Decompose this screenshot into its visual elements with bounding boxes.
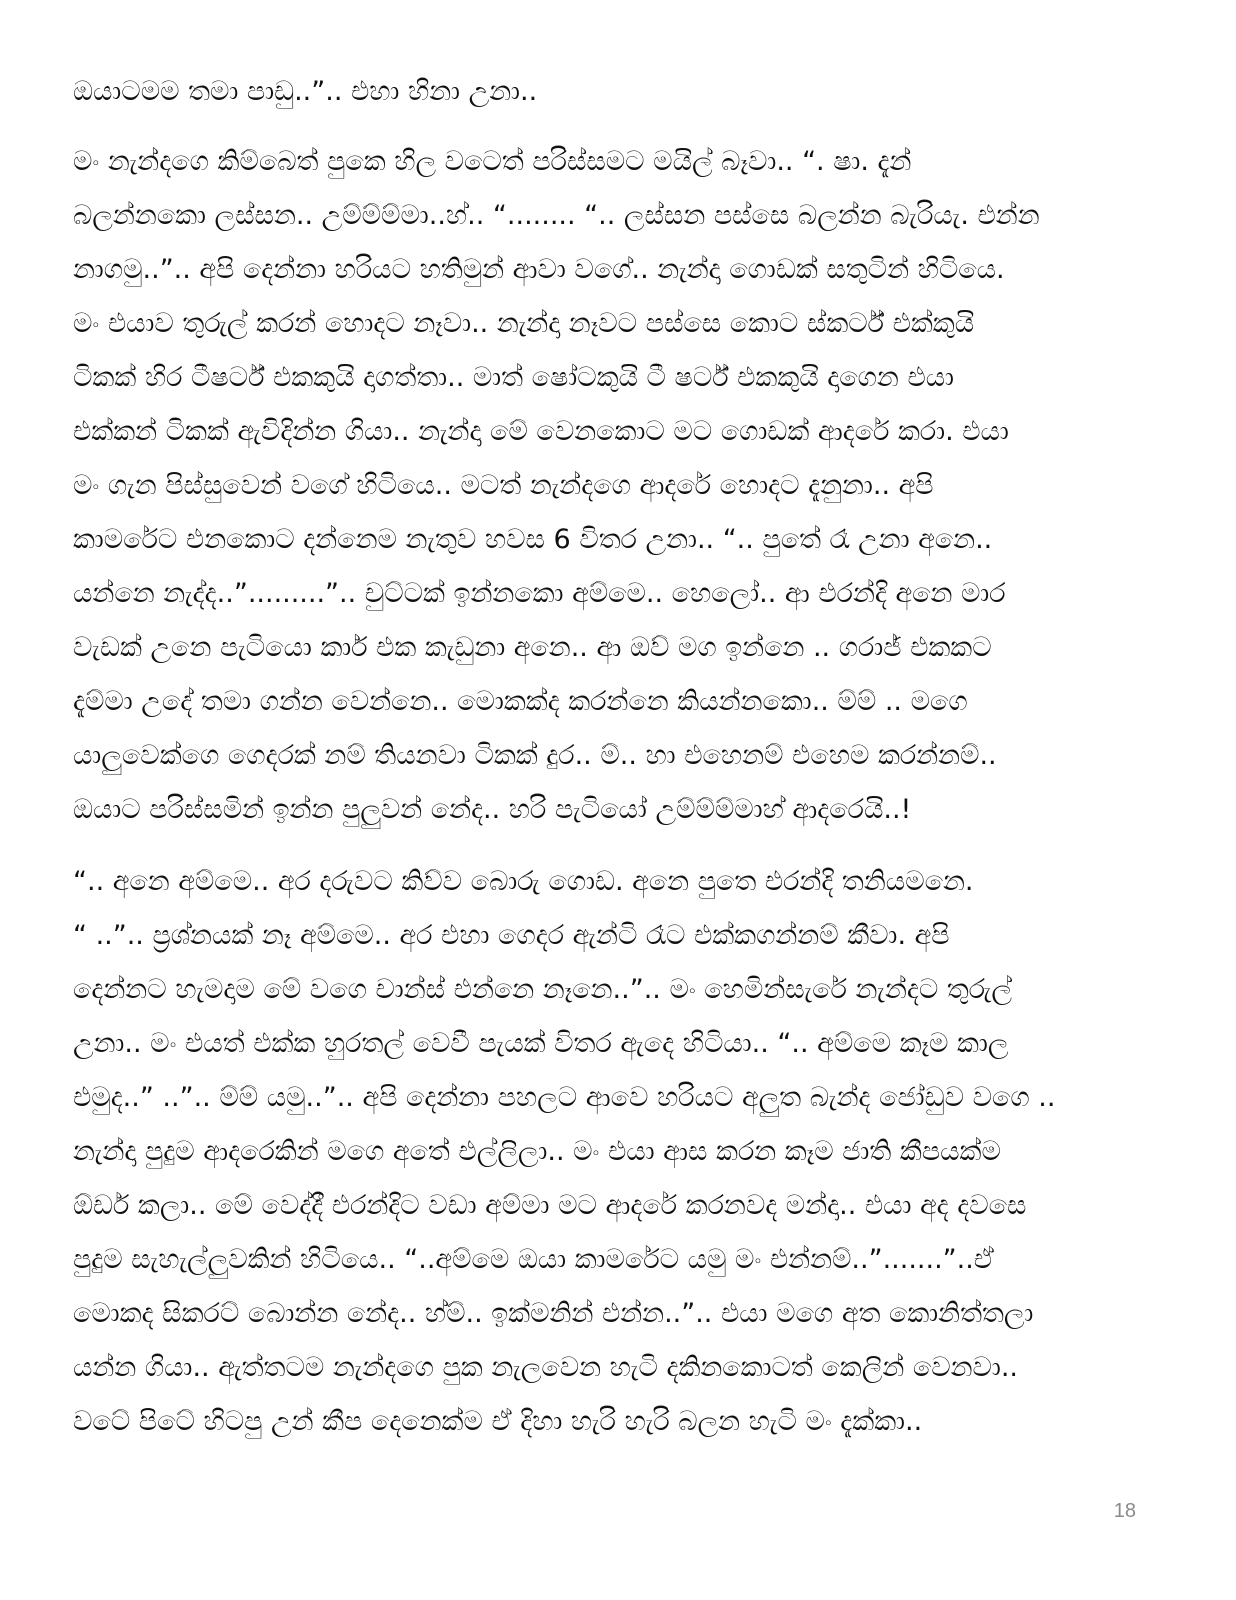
text-line: එක්කන් ටිකක් ඇවිදින්න ගියා.. නැන්දා මේ වෙනකොට මට ගොඩක් ආදරේ කරා. එයා bbox=[73, 416, 1009, 447]
text-line: “.. අනෙ අම්මෙ.. අර දරුවට කිව්ව බොරු ගොඩ. අනෙ පුතෙ එරන්දි තනියමනෙ. bbox=[73, 866, 974, 897]
text-line: යන්නෙ නැද්ද..”.........”.. චුට්ටක් ඉන්නකො අම්මෙ.. හෙලෝ.. ආ එරන්දි අනෙ මාර bbox=[73, 578, 1006, 609]
text-line: නාගමු..”.. අපි දෙන්නා හරියට හතිමුන් ආවා වගේ.. නැන්දා ගොඩක් සතුටින් හිටියෙ. bbox=[73, 254, 1005, 285]
paragraph-3 bbox=[73, 855, 1148, 1449]
text-line: දෙන්නට හැමදාම මේ වගෙ චාන්ස් එන්නෙ නෑනෙ..”.. මං හෙමින්සැරේ නැන්දට තුරුල් bbox=[73, 974, 1012, 1005]
page-number: 18 bbox=[1113, 1500, 1136, 1522]
text-line: “ ..”.. ප්‍රශ්නයක් නෑ අම්මෙ.. අර එහා ගෙදර ඇන්ටි රෑට එක්කගන්නම් කීවා. අපි bbox=[73, 920, 950, 951]
text-line: වටේ පිටේ හිටපු උන් කීප දෙනෙක්ම ඒ දිහා හැරි හැරි බලන හැටි මං දැක්කා.. bbox=[73, 1406, 923, 1437]
text-line: කාමරේට එනකොට දන්නෙම නැතුව හවස 6 විතර උනා.. “.. පුතේ රෑ උනා අනෙ.. bbox=[73, 524, 993, 555]
text-line: යාලුවෙක්ගෙ ගෙදරක් නම් තියනවා ටිකක් දුර.. ම්.. හා එහෙනම් එහෙම කරන්නම්.. bbox=[73, 740, 997, 771]
paragraph-1 bbox=[73, 65, 1148, 119]
text-line: යන්න ගියා.. ඇත්තටම නැන්දගෙ පුක නැලවෙන හැටි දකිනකොටත් කෙලින් වෙනවා.. bbox=[73, 1352, 1019, 1383]
text-line: මං නැන්දගෙ කිම්බෙත් පුකෙ හිල වටෙත් පරිස්සමට මයිල් බෑවා.. “. ෂා. දැන් bbox=[73, 146, 912, 177]
text-line: මං ගැන පිස්සුවෙන් වගේ හිටියෙ.. මටත් නැන්දගෙ ආදරේ හොදට දැනුනා.. අපි bbox=[73, 470, 934, 501]
text-line: පුදුම සැහැල්ලුවකින් හිටියෙ.. “..අම්මෙ ඔයා කාමරේට යමු මං එන්නම්..”.......”..ඒ bbox=[73, 1244, 994, 1275]
text-line: උනා.. මං එයත් එක්ක හුරතල් වෙවී පැයක් විතර ඇදෙ හිටියා.. “.. අම්මෙ කෑම කාල bbox=[73, 1028, 1009, 1059]
text-line: වැඩක් උනෙ පැටියො කාර් එක කැඩුනා අනෙ.. ආ ඔව් මග ඉන්නෙ .. ගරාජ් එකකට bbox=[73, 632, 992, 663]
text-line: ඔයාටමම තමා පාඩු..”.. එහා හිනා උනා.. bbox=[73, 76, 538, 107]
text-line: ඔයාට පරිස්සමින් ඉන්න පුලුවන් නේද.. හරි පැටියෝ උම්ම්ම්මාහ් ආදරෙයි..! bbox=[73, 794, 912, 825]
text-line: ඕඩර් කලා.. මේ වෙද්දී එරන්දිට වඩා අම්මා මට ආදරේ කරනවද මන්දා.. එයා අද දවසෙ bbox=[73, 1190, 1027, 1221]
text-line: දැම්මා උදේ තමා ගන්න වෙන්නෙ.. මොකක්ද කරන්නෙ කියන්නකො.. ම්ම් .. මගෙ bbox=[73, 686, 968, 717]
text-line: නැන්දා පුදුම ආදරෙකින් මගෙ අතේ එල්ලිලා.. මං එයා ආස කරන කෑම ජාති කීපයක්ම bbox=[73, 1136, 1001, 1167]
text-line: මොකද සිකරට් බොන්න නේද.. හ්ම්.. ඉක්මනින් එන්න..”.. එයා මගෙ අත කොනිත්තලා bbox=[73, 1298, 1034, 1329]
text-line: මං එයාව තුරුල් කරන් හොදට නෑවා.. නැන්දා නෑවට පස්සෙ කොට ස්කර්ට් එක්කුයි bbox=[73, 308, 975, 339]
text-line: බලන්නකො ලස්සන.. උම්ම්ම්මා..හ්.. “........ “.. ලස්සන පස්සෙ බලන්න බැරියැ. එන්න bbox=[73, 200, 1040, 231]
text-line: එමුද..” ..”.. ම්ම් යමු..”.. අපි දෙන්නා පහලට ආවෙ හරියට අලුත බැන්ද ජෝඩුව වගෙ .. bbox=[73, 1082, 1056, 1113]
text-line: ටිකක් හිර ටීෂර්ට් එකකුයි දාගත්තා.. මාත් ෂෝටකුයි ටී ෂර්ට් එකකුයි දාගෙන එයා bbox=[73, 362, 955, 393]
paragraph-2 bbox=[73, 135, 1148, 837]
